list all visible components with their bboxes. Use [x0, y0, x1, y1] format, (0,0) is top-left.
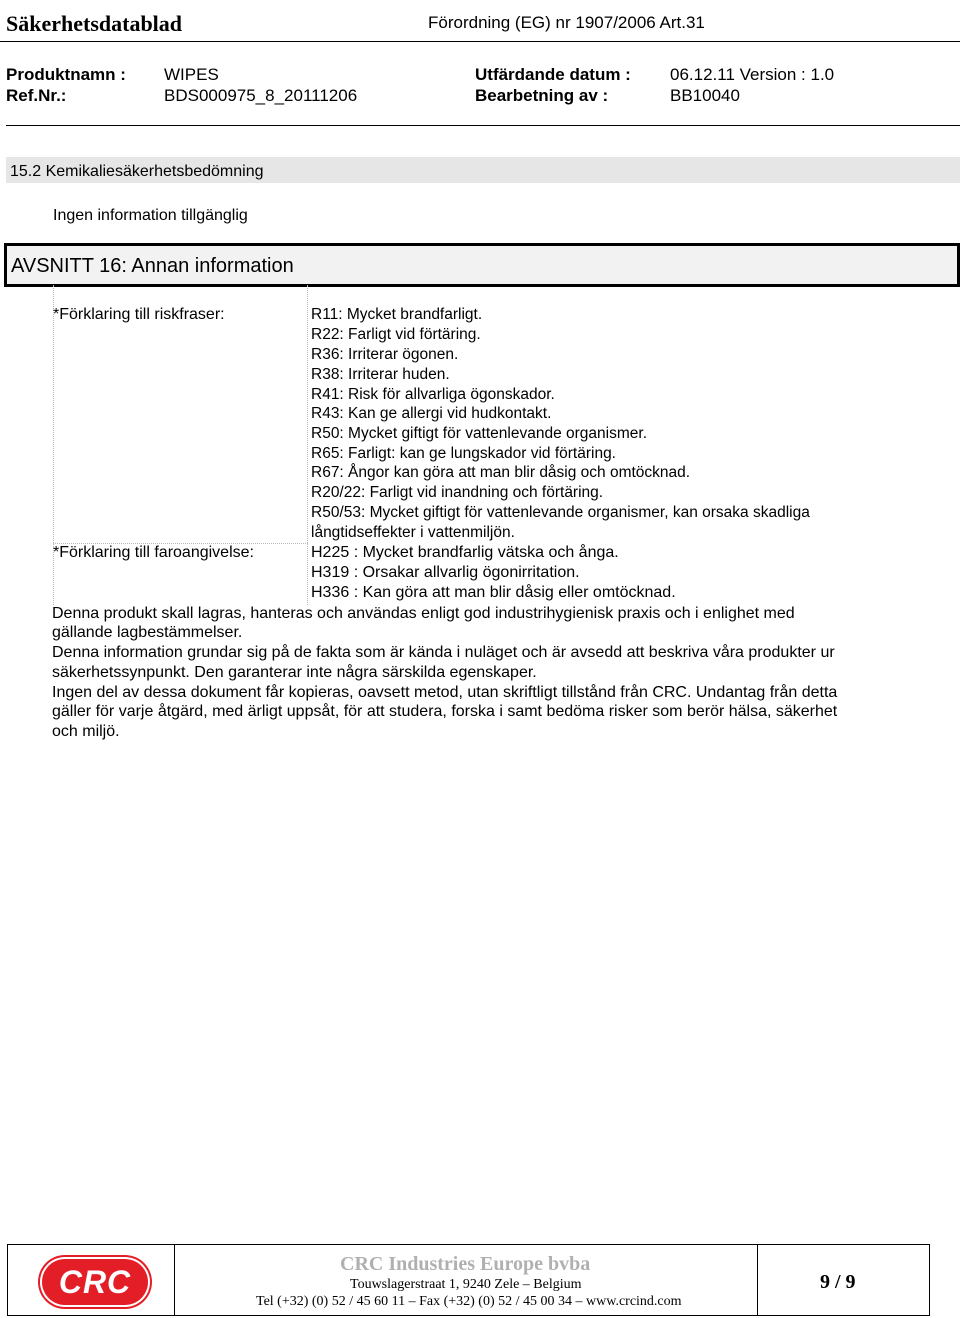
issue-date-label: Utfärdande datum :	[475, 65, 631, 84]
revision-label: Bearbetning av :	[475, 86, 609, 105]
crc-logo	[42, 1259, 148, 1305]
section-15-2-body: Ingen information tillgänglig	[53, 207, 248, 224]
product-name-value: WIPES	[164, 65, 219, 84]
risk-phrase: R11: Mycket brandfarligt.	[311, 306, 483, 323]
info-paragraph-line: gäller för varje åtgärd, med ärligt uppsåt, för att studera, forska i samt bedöma risker som berör hälsa, säkerhet	[52, 703, 838, 720]
info-paragraph-line: Denna produkt skall lagras, hanteras och användas enligt god industrihygienisk praxis och i enlighet med	[52, 605, 795, 622]
page-number: 9 / 9	[820, 1271, 856, 1293]
footer-divider	[174, 1245, 175, 1315]
section-15-2-title: 15.2 Kemikaliesäkerhetsbedömning	[10, 163, 264, 180]
risk-phrase: R38: Irriterar huden.	[311, 366, 450, 383]
footer-divider	[757, 1245, 758, 1315]
hazard-statements-label: *Förklaring till faroangivelse:	[53, 544, 254, 561]
info-paragraph-line: Ingen del av dessa dokument får kopieras, oavsett metod, utan skriftligt tillstånd från CRC. Undantag från detta	[52, 684, 838, 701]
risk-phrase: R22: Farligt vid förtäring.	[311, 326, 481, 343]
product-name-label: Produktnamn :	[6, 65, 126, 84]
risk-phrase: R20/22: Farligt vid inandning och förtäring.	[311, 484, 604, 501]
company-address: Touwslagerstraat 1, 9240 Zele – Belgium	[350, 1277, 582, 1292]
hazard-statement: H225 : Mycket brandfarlig vätska och ånga.	[311, 544, 619, 561]
hazard-statement: H336 : Kan göra att man blir dåsig eller omtöcknad.	[311, 584, 676, 601]
risk-phrase: R65: Farligt: kan ge lungskador vid förtäring.	[311, 445, 616, 462]
info-paragraph-line: säkerhetssynpunkt. Den garanterar inte några särskilda egenskaper.	[52, 664, 537, 681]
risk-phrase: R43: Kan ge allergi vid hudkontakt.	[311, 405, 552, 422]
info-paragraph-line: och miljö.	[52, 723, 120, 740]
company-name: CRC Industries Europe bvba	[340, 1253, 591, 1275]
info-paragraph-line: gällande lagbestämmelser.	[52, 624, 243, 641]
crc-logo-text: CRC	[58, 1264, 132, 1300]
issue-date-value: 06.12.11 Version : 1.0	[670, 65, 835, 84]
info-paragraph-line: Denna information grundar sig på de fakta som är kända i nuläget och är avsedd att beskriva våra produkter ur	[52, 644, 835, 661]
risk-phrase: R67: Ångor kan göra att man blir dåsig och omtöcknad.	[311, 464, 691, 481]
risk-phrase: R41: Risk för allvarliga ögonskador.	[311, 386, 555, 403]
hazard-statement: H319 : Orsakar allvarlig ögonirritation.	[311, 564, 580, 581]
regulation-reference: Förordning (EG) nr 1907/2006 Art.31	[428, 13, 705, 32]
header-rule	[0, 41, 960, 42]
risk-phrase: långtidseffekter i vattenmiljön.	[311, 524, 515, 541]
risk-phrase: R50/53: Mycket giftigt för vattenlevande organismer, kan orsaka skadliga	[311, 504, 810, 521]
ref-number-value: BDS000975_8_20111206	[164, 86, 358, 105]
section-16-title: AVSNITT 16: Annan information	[11, 255, 294, 277]
dotted-guide	[307, 285, 308, 605]
document-title: Säkerhetsdatablad	[6, 11, 183, 36]
company-contacts: Tel (+32) (0) 52 / 45 60 11 – Fax (+32) (0) 52 / 45 00 34 – www.crcind.com	[256, 1294, 682, 1309]
header-rule	[6, 125, 960, 126]
risk-phrases-label: *Förklaring till riskfraser:	[53, 306, 225, 323]
risk-phrase: R36: Irriterar ögonen.	[311, 346, 459, 363]
ref-number-label: Ref.Nr.:	[6, 86, 67, 105]
revision-value: BB10040	[670, 86, 740, 105]
risk-phrase: R50: Mycket giftigt för vattenlevande organismer.	[311, 425, 647, 442]
